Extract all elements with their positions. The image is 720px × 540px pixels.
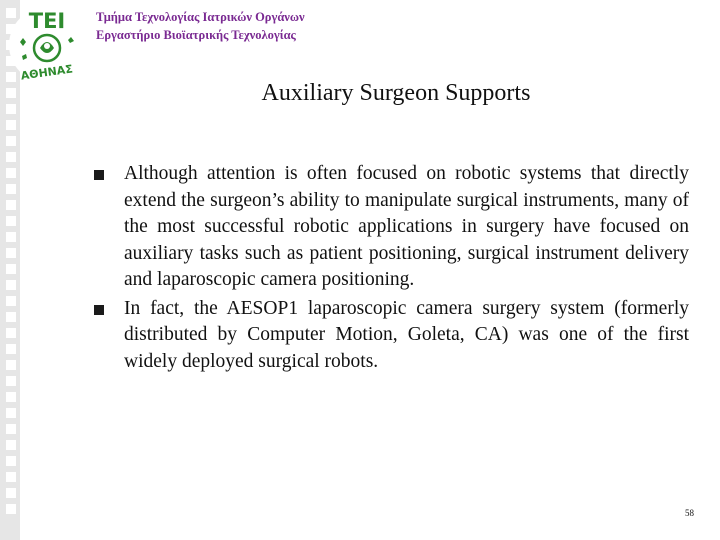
strip-square — [6, 328, 16, 338]
strip-square — [6, 184, 16, 194]
strip-square — [6, 232, 16, 242]
strip-square — [6, 456, 16, 466]
strip-square — [6, 120, 16, 130]
bullet-item — [92, 296, 689, 376]
slide-title: Auxiliary Surgeon Supports — [261, 80, 531, 106]
strip-square — [6, 152, 16, 162]
strip-square — [6, 216, 16, 226]
strip-square — [6, 488, 16, 498]
strip-square — [6, 200, 16, 210]
strip-square — [6, 344, 16, 354]
lab-name: Εργαστήριο Βιοϊατρικής Τεχνολογίας — [96, 28, 296, 42]
strip-square — [6, 424, 16, 434]
strip-square — [6, 376, 16, 386]
tei-athens-logo — [6, 4, 88, 86]
svg-text:ΑΘΗΝΑΣ: ΑΘΗΝΑΣ — [19, 62, 74, 83]
strip-square — [6, 136, 16, 146]
institution-header — [96, 8, 305, 44]
strip-square — [6, 168, 16, 178]
square-bullet-icon — [94, 305, 104, 315]
strip-square — [6, 312, 16, 322]
department-name: Τμήμα Τεχνολογίας Ιατρικών Οργάνων — [96, 10, 305, 24]
strip-square — [6, 440, 16, 450]
strip-square — [6, 504, 16, 514]
strip-square — [6, 360, 16, 370]
strip-square — [6, 280, 16, 290]
bullet-text: In fact, the AESOP1 laparoscopic camera surgery system (formerly distributed by Computer Motion, Goleta, CA) was one of the first widely deployed surgical robots. — [124, 297, 689, 372]
strip-square — [6, 392, 16, 402]
strip-square — [6, 472, 16, 482]
strip-square — [6, 264, 16, 274]
bullet-list — [92, 161, 689, 377]
page-number: 58 — [685, 508, 694, 518]
strip-square — [6, 408, 16, 418]
svg-text:ΤΕΙ: ΤΕΙ — [28, 9, 66, 33]
square-bullet-icon — [94, 170, 104, 180]
strip-square — [6, 248, 16, 258]
strip-square — [6, 296, 16, 306]
bullet-text: Although attention is often focused on robotic systems that directly extend the surgeon’s ability to manipulate surgical instruments, many of the most successful robotic applications in surgery have focused on auxiliary tasks such as patient positioning, surgical instrument delivery and laparoscopic camera positioning. — [124, 163, 689, 290]
bullet-item — [92, 161, 689, 294]
